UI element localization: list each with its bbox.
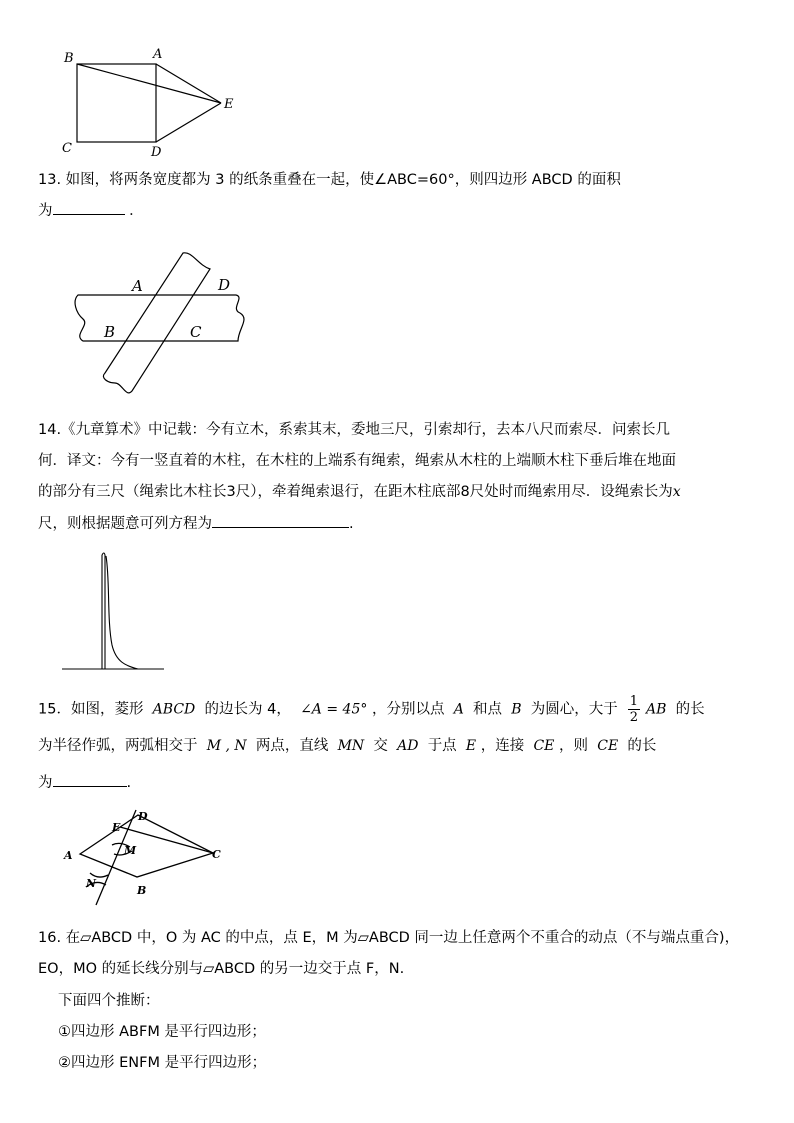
figure-q15-rhombus: [58, 805, 233, 910]
q15-t3: 和点: [473, 701, 503, 718]
segment-be: [77, 64, 221, 103]
label-a: A: [64, 849, 73, 862]
q16-line2: EO，MO 的延长线分别与▱ABCD 的另一边交于点 F，N.: [38, 961, 405, 977]
q15-ce2: CE: [597, 738, 619, 754]
rhombus-abcd: [80, 815, 213, 877]
q14-line2: 何．译文：今有一竖直着的木柱，在木柱的上端系有绳索，绳索从木柱的上端顺木柱下垂后堆在地面: [38, 453, 676, 469]
q15-l2e: ，连接: [480, 738, 525, 754]
label-d: D: [218, 276, 231, 294]
q15-prefix: 为: [38, 775, 53, 791]
q13-answer-blank[interactable]: [53, 200, 125, 215]
q15-line2: [38, 736, 656, 756]
q14-line4-text: 尺，则根据题意可列方程为: [38, 516, 212, 532]
q15-l2b: 两点，直线: [255, 738, 329, 754]
square-abcd: [77, 64, 156, 142]
q14-line4: [38, 513, 354, 534]
q15-t2: ，分别以点: [371, 701, 445, 718]
q15-t4: 为圆心，大于: [530, 701, 618, 718]
q13-prefix: 为: [38, 203, 53, 219]
q15-point-b: B: [511, 701, 522, 718]
figure-q14-pole-rope: [60, 550, 170, 675]
q15-number: 15．如图，菱形: [38, 701, 144, 718]
label-a: A: [132, 277, 143, 295]
q16-line1: 16. 在▱ABCD 中，O 为 AC 的中点，点 E，M 为▱ABCD 同一边上任意两个不重合的动点（不与端点重合)，: [38, 930, 740, 946]
q14-line3: [38, 482, 681, 502]
q13-line1: 13. 如图，将两条宽度都为 3 的纸条重叠在一起，使∠ABC=60°，则四边形 ABCD 的面积: [38, 172, 621, 188]
q15-l2c: 交: [373, 738, 388, 754]
q15-ab: AB: [646, 701, 667, 718]
segment-ae: [156, 64, 221, 103]
figure-q12-square-triangle: [55, 40, 255, 165]
q15-mn-points: M , N: [206, 738, 247, 754]
q15-l2a: 为半径作弧，两弧相交于: [38, 738, 198, 754]
q15-suffix: .: [126, 775, 132, 791]
label-b: B: [137, 884, 147, 897]
q14-line1: 14.《九章算术》中记载：今有立木，系索其末，委地三尺，引索却行，去本八尺而索尽．问索长几: [38, 422, 671, 438]
segment-de: [156, 103, 221, 142]
q14-suffix: .: [349, 516, 354, 532]
q15-mn: MN: [337, 738, 365, 754]
figure-q13-paper-strips: [70, 245, 250, 400]
label-d: D: [138, 810, 148, 823]
q15-ce: CE: [533, 738, 555, 754]
q15-e: E: [465, 738, 477, 754]
q15-t5: 的长: [675, 701, 705, 718]
q15-line3: [38, 772, 131, 793]
q15-abcd: ABCD: [152, 701, 196, 718]
label-n: N: [86, 877, 97, 890]
label-d: D: [151, 145, 162, 160]
label-e: E: [112, 821, 121, 834]
label-c: C: [62, 141, 72, 156]
label-b: B: [104, 323, 116, 341]
horizontal-strip: [75, 295, 244, 341]
q15-angle: ∠A = 45°: [300, 701, 368, 718]
label-c: C: [190, 323, 202, 341]
q15-point-a: A: [453, 701, 464, 718]
q14-answer-blank[interactable]: [212, 513, 349, 528]
q16-statement-1: ①四边形 ABFM 是平行四边形；: [58, 1024, 266, 1040]
q15-fraction: [628, 694, 640, 725]
q14-line3-text: 的部分有三尺（绳索比木柱长3尺），牵着绳索退行，在距木柱底部8尺处时而绳索用尽．设绳索长为: [38, 484, 673, 500]
fraction-denominator: 2: [629, 710, 639, 725]
q16-statement-2: ②四边形 ENFM 是平行四边形；: [58, 1055, 267, 1071]
label-m: M: [124, 844, 137, 857]
label-b: B: [64, 51, 74, 66]
q14-var-x: x: [672, 484, 681, 500]
q13-suffix: ．: [129, 203, 144, 219]
q15-t1: 的边长为 4，: [204, 701, 291, 718]
fraction-numerator: 1: [629, 694, 639, 709]
q15-l2d: 于点: [427, 738, 457, 754]
rope: [106, 556, 138, 669]
q15-answer-blank[interactable]: [53, 772, 127, 787]
label-e: E: [224, 97, 234, 112]
q15-l2f: ，则: [559, 738, 589, 754]
label-c: C: [212, 848, 221, 861]
pole-top: [102, 553, 105, 555]
q15-ad: AD: [397, 738, 419, 754]
q15-line1: [38, 694, 705, 725]
q16-line3: 下面四个推断：: [58, 993, 160, 1009]
q13-line2: [38, 200, 144, 221]
label-a: A: [153, 47, 163, 62]
q15-l2g: 的长: [627, 738, 657, 754]
